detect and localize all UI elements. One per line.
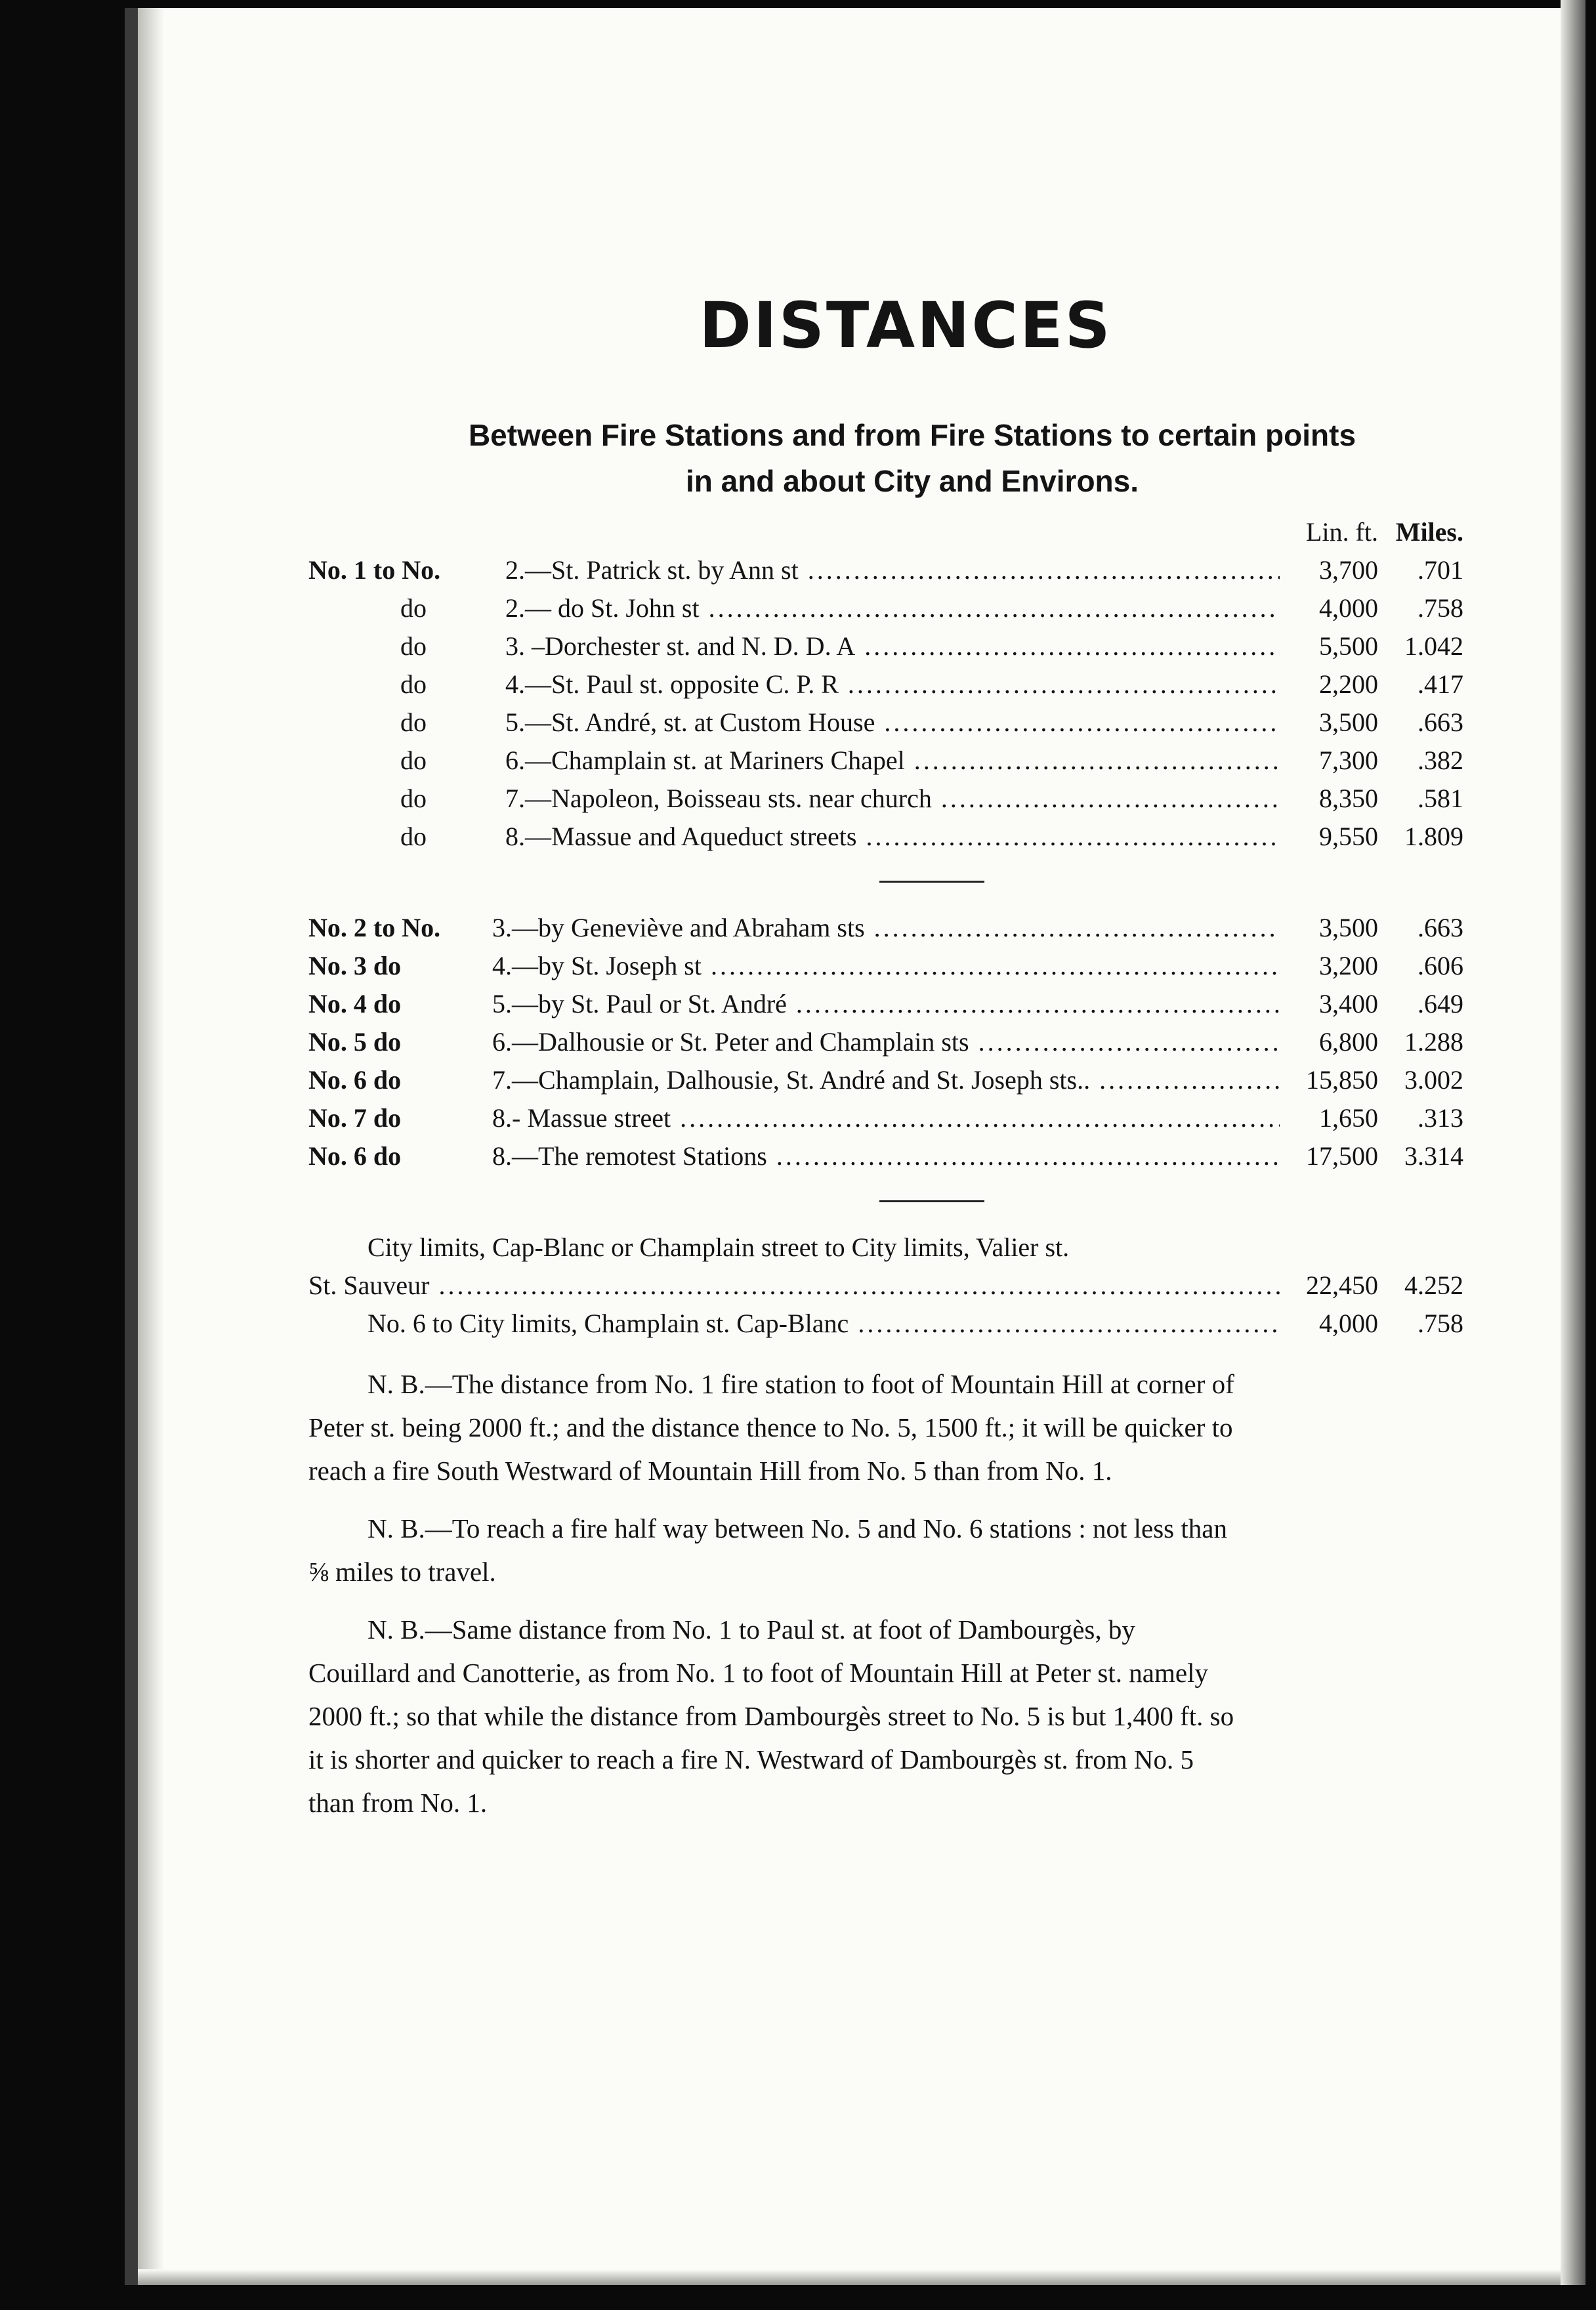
row-miles: .663: [1418, 707, 1463, 737]
row-desc: St. Sauveur .....: [308, 1267, 1280, 1305]
spine-shadow: [138, 0, 164, 2310]
row-lin-ft: 2,200: [1319, 669, 1378, 699]
col-header-miles: Miles.: [1395, 517, 1463, 547]
row-from: No. 3 do: [308, 951, 402, 980]
row-lin-ft: 4,000: [1319, 593, 1378, 623]
scan-top-margin: [125, 0, 1596, 8]
table-row: [308, 551, 1463, 589]
row-from: No. 5 do: [308, 1027, 402, 1057]
row-from: do: [400, 784, 427, 813]
row-desc: 3. –Dorchester st. and N. D. D. A .....: [505, 627, 1280, 665]
city-limits-line: City limits, Cap-Blanc or Champlain street to City limits, Valier st.: [368, 1232, 1070, 1262]
row-miles: .417: [1418, 669, 1463, 699]
row-lin-ft: 9,550: [1319, 822, 1378, 851]
row-lin-ft: 15,850: [1306, 1065, 1378, 1095]
section-station-1-distances: [308, 551, 1463, 856]
row-from: do: [400, 631, 427, 661]
note-3: N. B.—Same distance from No. 1 to Paul st. at foot of Dambourgès, by Couillard and Canotterie, as from No. 1 to foot of Mountain Hill at Peter st. namely 2000 ft.; so that while the distance from Dambourgès street to No. 5 is but 1,400 ft. so it is shorter and quicker to reach a fire N. Westward of Dambourgès st. from No. 5 than from No. 1.: [308, 1614, 1234, 1818]
note-2: N. B.—To reach a fire half way between No. 5 and No. 6 stations : not less than ⅝ miles to travel.: [308, 1513, 1227, 1587]
scan-right-margin: [1586, 0, 1596, 2310]
row-from: do: [400, 746, 427, 775]
row-from: No. 6 do: [308, 1065, 402, 1095]
row-desc: 7.—Champlain, Dalhousie, St. André and St. Joseph sts.. .....: [492, 1061, 1280, 1099]
row-miles: 1.809: [1404, 822, 1463, 851]
row-desc: 4.—St. Paul st. opposite C. P. R .....: [505, 665, 1280, 704]
scan-bottom-margin: [125, 2285, 1596, 2310]
row-lin-ft: 4,000: [1319, 1309, 1378, 1338]
row-miles: 1.042: [1404, 631, 1463, 661]
row-lin-ft: 17,500: [1306, 1141, 1378, 1171]
row-desc: 2.— do St. John st .....: [505, 589, 1280, 627]
section-divider: [879, 1200, 984, 1202]
row-lin-ft: 3,400: [1319, 989, 1378, 1018]
row-lin-ft: 3,500: [1319, 913, 1378, 942]
row-from: do: [400, 669, 427, 699]
row-desc: 8.—Massue and Aqueduct streets .....: [505, 818, 1280, 856]
row-miles: .758: [1418, 593, 1463, 623]
row-lin-ft: 22,450: [1306, 1270, 1378, 1300]
page-right-edge: [1561, 0, 1586, 2310]
row-from: do: [400, 593, 427, 623]
row-desc: 6.—Dalhousie or St. Peter and Champlain sts .....: [492, 1023, 1280, 1061]
table-row: [308, 1305, 1463, 1343]
row-desc: No. 6 to City limits, Champlain st. Cap-Blanc .....: [308, 1305, 1280, 1343]
row-desc: 7.—Napoleon, Boisseau sts. near church .....: [505, 780, 1280, 818]
table-row: [308, 1267, 1463, 1305]
table-row: [308, 1137, 1463, 1175]
row-from: No. 4 do: [308, 989, 402, 1018]
row-from: do: [400, 707, 427, 737]
table-row: [308, 909, 1463, 947]
row-lin-ft: 6,800: [1319, 1027, 1378, 1057]
row-lin-ft: 8,350: [1319, 784, 1378, 813]
table-row: [308, 1023, 1463, 1061]
col-header-lin-ft: Lin. ft.: [1306, 517, 1378, 547]
row-lin-ft: 3,200: [1319, 951, 1378, 980]
note-1: N. B.—The distance from No. 1 fire station to foot of Mountain Hill at corner of Peter st. being 2000 ft.; and the distance thence to No. 5, 1500 ft.; it will be quicker to reach a fire South Westward of Mountain Hill from No. 5 than from No. 1.: [308, 1369, 1234, 1486]
section-divider: [879, 881, 984, 883]
row-desc: 8.—The remotest Stations .....: [492, 1137, 1280, 1175]
row-from: No. 7 do: [308, 1103, 402, 1133]
row-desc: 5.—St. André, st. at Custom House .....: [505, 704, 1280, 742]
table-row: [308, 780, 1463, 818]
row-miles: 4.252: [1404, 1270, 1463, 1300]
table-row: [308, 665, 1463, 704]
row-from: do: [400, 822, 427, 851]
page-title: DISTANCES: [699, 289, 1112, 362]
row-desc: 4.—by St. Joseph st .....: [492, 947, 1280, 985]
row-miles: .701: [1418, 555, 1463, 585]
column-headers: [308, 513, 1463, 551]
section-city-limits: [308, 1228, 1463, 1343]
row-miles: .606: [1418, 951, 1463, 980]
row-desc: 2.—St. Patrick st. by Ann st .....: [505, 551, 1280, 589]
book-spine: [125, 0, 138, 2310]
row-lin-ft: 7,300: [1319, 746, 1378, 775]
page-content: [308, 289, 1463, 1824]
page-bottom-shadow: [138, 2269, 1561, 2285]
table-row: [308, 985, 1463, 1023]
row-desc: 5.—by St. Paul or St. André .....: [492, 985, 1280, 1023]
row-miles: .649: [1418, 989, 1463, 1018]
row-desc: 6.—Champlain st. at Mariners Chapel .....: [505, 742, 1280, 780]
row-from: No. 6 do: [308, 1141, 402, 1171]
row-from: No. 1 to No.: [308, 555, 441, 585]
table-row: [308, 1061, 1463, 1099]
row-miles: .663: [1418, 913, 1463, 942]
row-lin-ft: 3,700: [1319, 555, 1378, 585]
page-subtitle: [308, 412, 1463, 504]
row-lin-ft: 1,650: [1319, 1103, 1378, 1133]
table-row: [308, 627, 1463, 665]
scan-left-margin: [0, 0, 125, 2310]
table-row: [308, 947, 1463, 985]
row-lin-ft: 5,500: [1319, 631, 1378, 661]
table-row: [308, 704, 1463, 742]
row-miles: .382: [1418, 746, 1463, 775]
row-lin-ft: 3,500: [1319, 707, 1378, 737]
row-miles: 3.314: [1404, 1141, 1463, 1171]
row-desc: 8.- Massue street .....: [492, 1099, 1280, 1137]
row-miles: 1.288: [1404, 1027, 1463, 1057]
row-miles: .581: [1418, 784, 1463, 813]
row-miles: 3.002: [1404, 1065, 1463, 1095]
table-row: [308, 742, 1463, 780]
row-miles: .758: [1418, 1309, 1463, 1338]
row-desc: 3.—by Geneviève and Abraham sts .....: [492, 909, 1280, 947]
subtitle-line-2: in and about City and Environs.: [685, 464, 1139, 498]
table-row: [308, 589, 1463, 627]
row-miles: .313: [1418, 1103, 1463, 1133]
row-from: No. 2 to No.: [308, 913, 441, 942]
table-row: [308, 1099, 1463, 1137]
section-station-to-station: [308, 909, 1463, 1175]
subtitle-line-1: Between Fire Stations and from Fire Stations to certain points: [468, 418, 1356, 452]
table-row: [308, 818, 1463, 856]
